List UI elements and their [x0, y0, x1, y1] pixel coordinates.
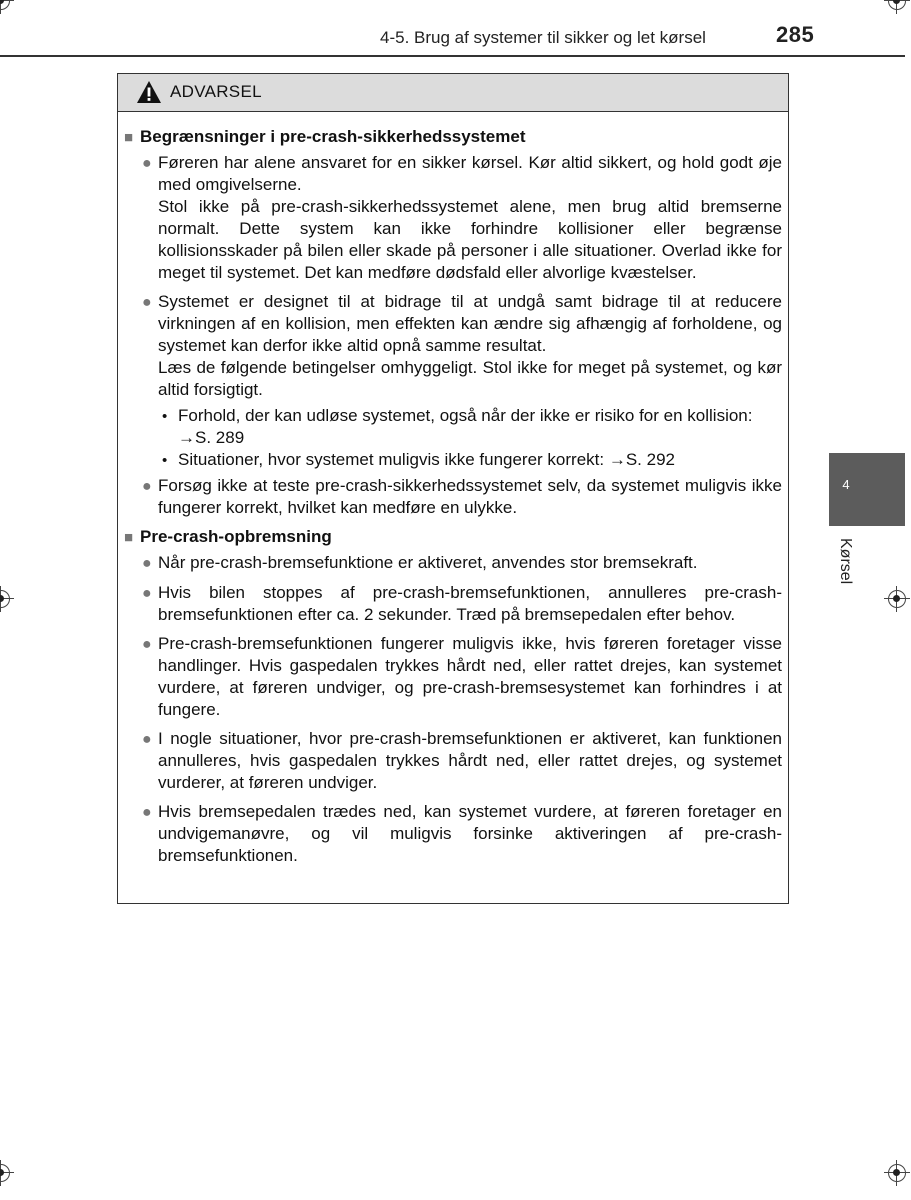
circle-bullet-icon: ● [142, 731, 152, 748]
circle-bullet-icon: ● [142, 585, 152, 602]
circle-bullet-icon: ● [142, 636, 152, 653]
page-number: 285 [776, 22, 815, 47]
paragraph: Stol ikke på pre-crash-sikkerhedssystemet alene, men brug altid bremserne normalt. Dette system kan ikke forhindre kollisioner eller begrænse kollisionsskader på bilen eller skade på personer i alle situationer. Overlad ikke for meget til systemet. Det kan medføre dødsfald eller alvorlige kvæstelser. [158, 197, 782, 282]
warning-box [117, 73, 789, 904]
square-bullet-icon: ■ [124, 129, 134, 146]
paragraph: Forsøg ikke at teste pre-crash-sikkerhedssystemet selv, da systemet muligvis ikke fungerer korrekt, hvilket kan medføre en ulykke. [158, 476, 782, 517]
list-item [142, 475, 784, 519]
square-bullet-icon: ■ [124, 529, 134, 546]
sub-list-item: • Situationer, hvor systemet muligvis ikke fungerer korrekt: →S. 292 [162, 450, 675, 469]
circle-bullet-icon: ● [142, 555, 152, 572]
chapter-label: Kørsel [837, 538, 854, 585]
warning-title: ADVARSEL [170, 82, 262, 101]
paragraph: Hvis bremsepedalen trædes ned, kan systemet vurdere, at føreren foretager en undvigemanøvre, og vil muligvis forsinke aktiveringen af pre-crash-bremsefunktionen. [158, 802, 782, 865]
section-heading: ■ Begrænsninger i pre-crash-sikkerhedssystemet [124, 126, 784, 149]
section-title: 4-5. Brug af systemer til sikker og let kørsel [380, 28, 706, 47]
list-item [142, 728, 784, 794]
paragraph: Føreren har alene ansvaret for en sikker kørsel. Kør altid sikkert, og hold godt øje med omgivelserne. [158, 153, 782, 194]
warning-content [124, 126, 784, 874]
paragraph: Læs de følgende betingelser omhyggeligt. Stol ikke for meget på systemet, og kør altid forsigtigt. [158, 358, 782, 399]
circle-bullet-icon: ● [142, 478, 152, 495]
list-item [142, 801, 784, 867]
registration-mark-bottom-left [0, 1160, 14, 1186]
paragraph: Når pre-crash-bremsefunktione er aktiveret, anvendes stor bremsekraft. [158, 553, 698, 572]
registration-mark-bottom-right [884, 1160, 910, 1186]
circle-bullet-icon: ● [142, 804, 152, 821]
circle-bullet-icon: ● [142, 294, 152, 311]
paragraph: Pre-crash-bremsefunktionen fungerer muligvis ikke, hvis føreren foretager visse handlinger. Hvis gaspedalen trykkes hårdt ned, eller rattet drejes, kan systemet vurdere, at føreren undviger, og pre-crash-bremsesystemet kan forhindres i at fungere. [158, 634, 782, 719]
registration-mark-top-left [0, 0, 14, 14]
paragraph: I nogle situationer, hvor pre-crash-bremsefunktionen er aktiveret, kan funktionen annulleres, hvis gaspedalen trykkes hårdt ned, eller rattet drejes, og systemet vurderer, at føreren undviger. [158, 729, 782, 792]
list-item [142, 633, 784, 721]
chapter-tab [829, 453, 905, 526]
warning-header [118, 74, 788, 112]
paragraph: Hvis bilen stoppes af pre-crash-bremsefunktionen, annulleres pre-crash-bremsefunktionen efter ca. 2 sekunder. Træd på bremsepedalen efter behov. [158, 583, 782, 624]
warning-triangle-icon [136, 80, 162, 104]
registration-mark-top-right [884, 0, 910, 14]
list-item [142, 582, 784, 626]
circle-bullet-icon: ● [142, 155, 152, 172]
chapter-number: 4 [842, 477, 850, 492]
paragraph: Systemet er designet til at bidrage til at undgå samt bidrage til at reducere virkningen af en kollision, men effekten kan ændre sig afhængig af forholdene, og systemet kan derfor ikke altid opnå samme resultat. [158, 292, 782, 355]
list-item [142, 291, 784, 401]
list-item [142, 152, 784, 284]
sub-list-item: • Forhold, der kan udløse systemet, også når der ikke er risiko for en kollision: →S. 289 [162, 406, 753, 447]
registration-mark-mid-right [884, 586, 910, 612]
section-heading: ■ Pre-crash-opbremsning [124, 526, 784, 549]
list-item [142, 552, 784, 575]
header-divider [0, 55, 905, 57]
registration-mark-mid-left [0, 586, 14, 612]
